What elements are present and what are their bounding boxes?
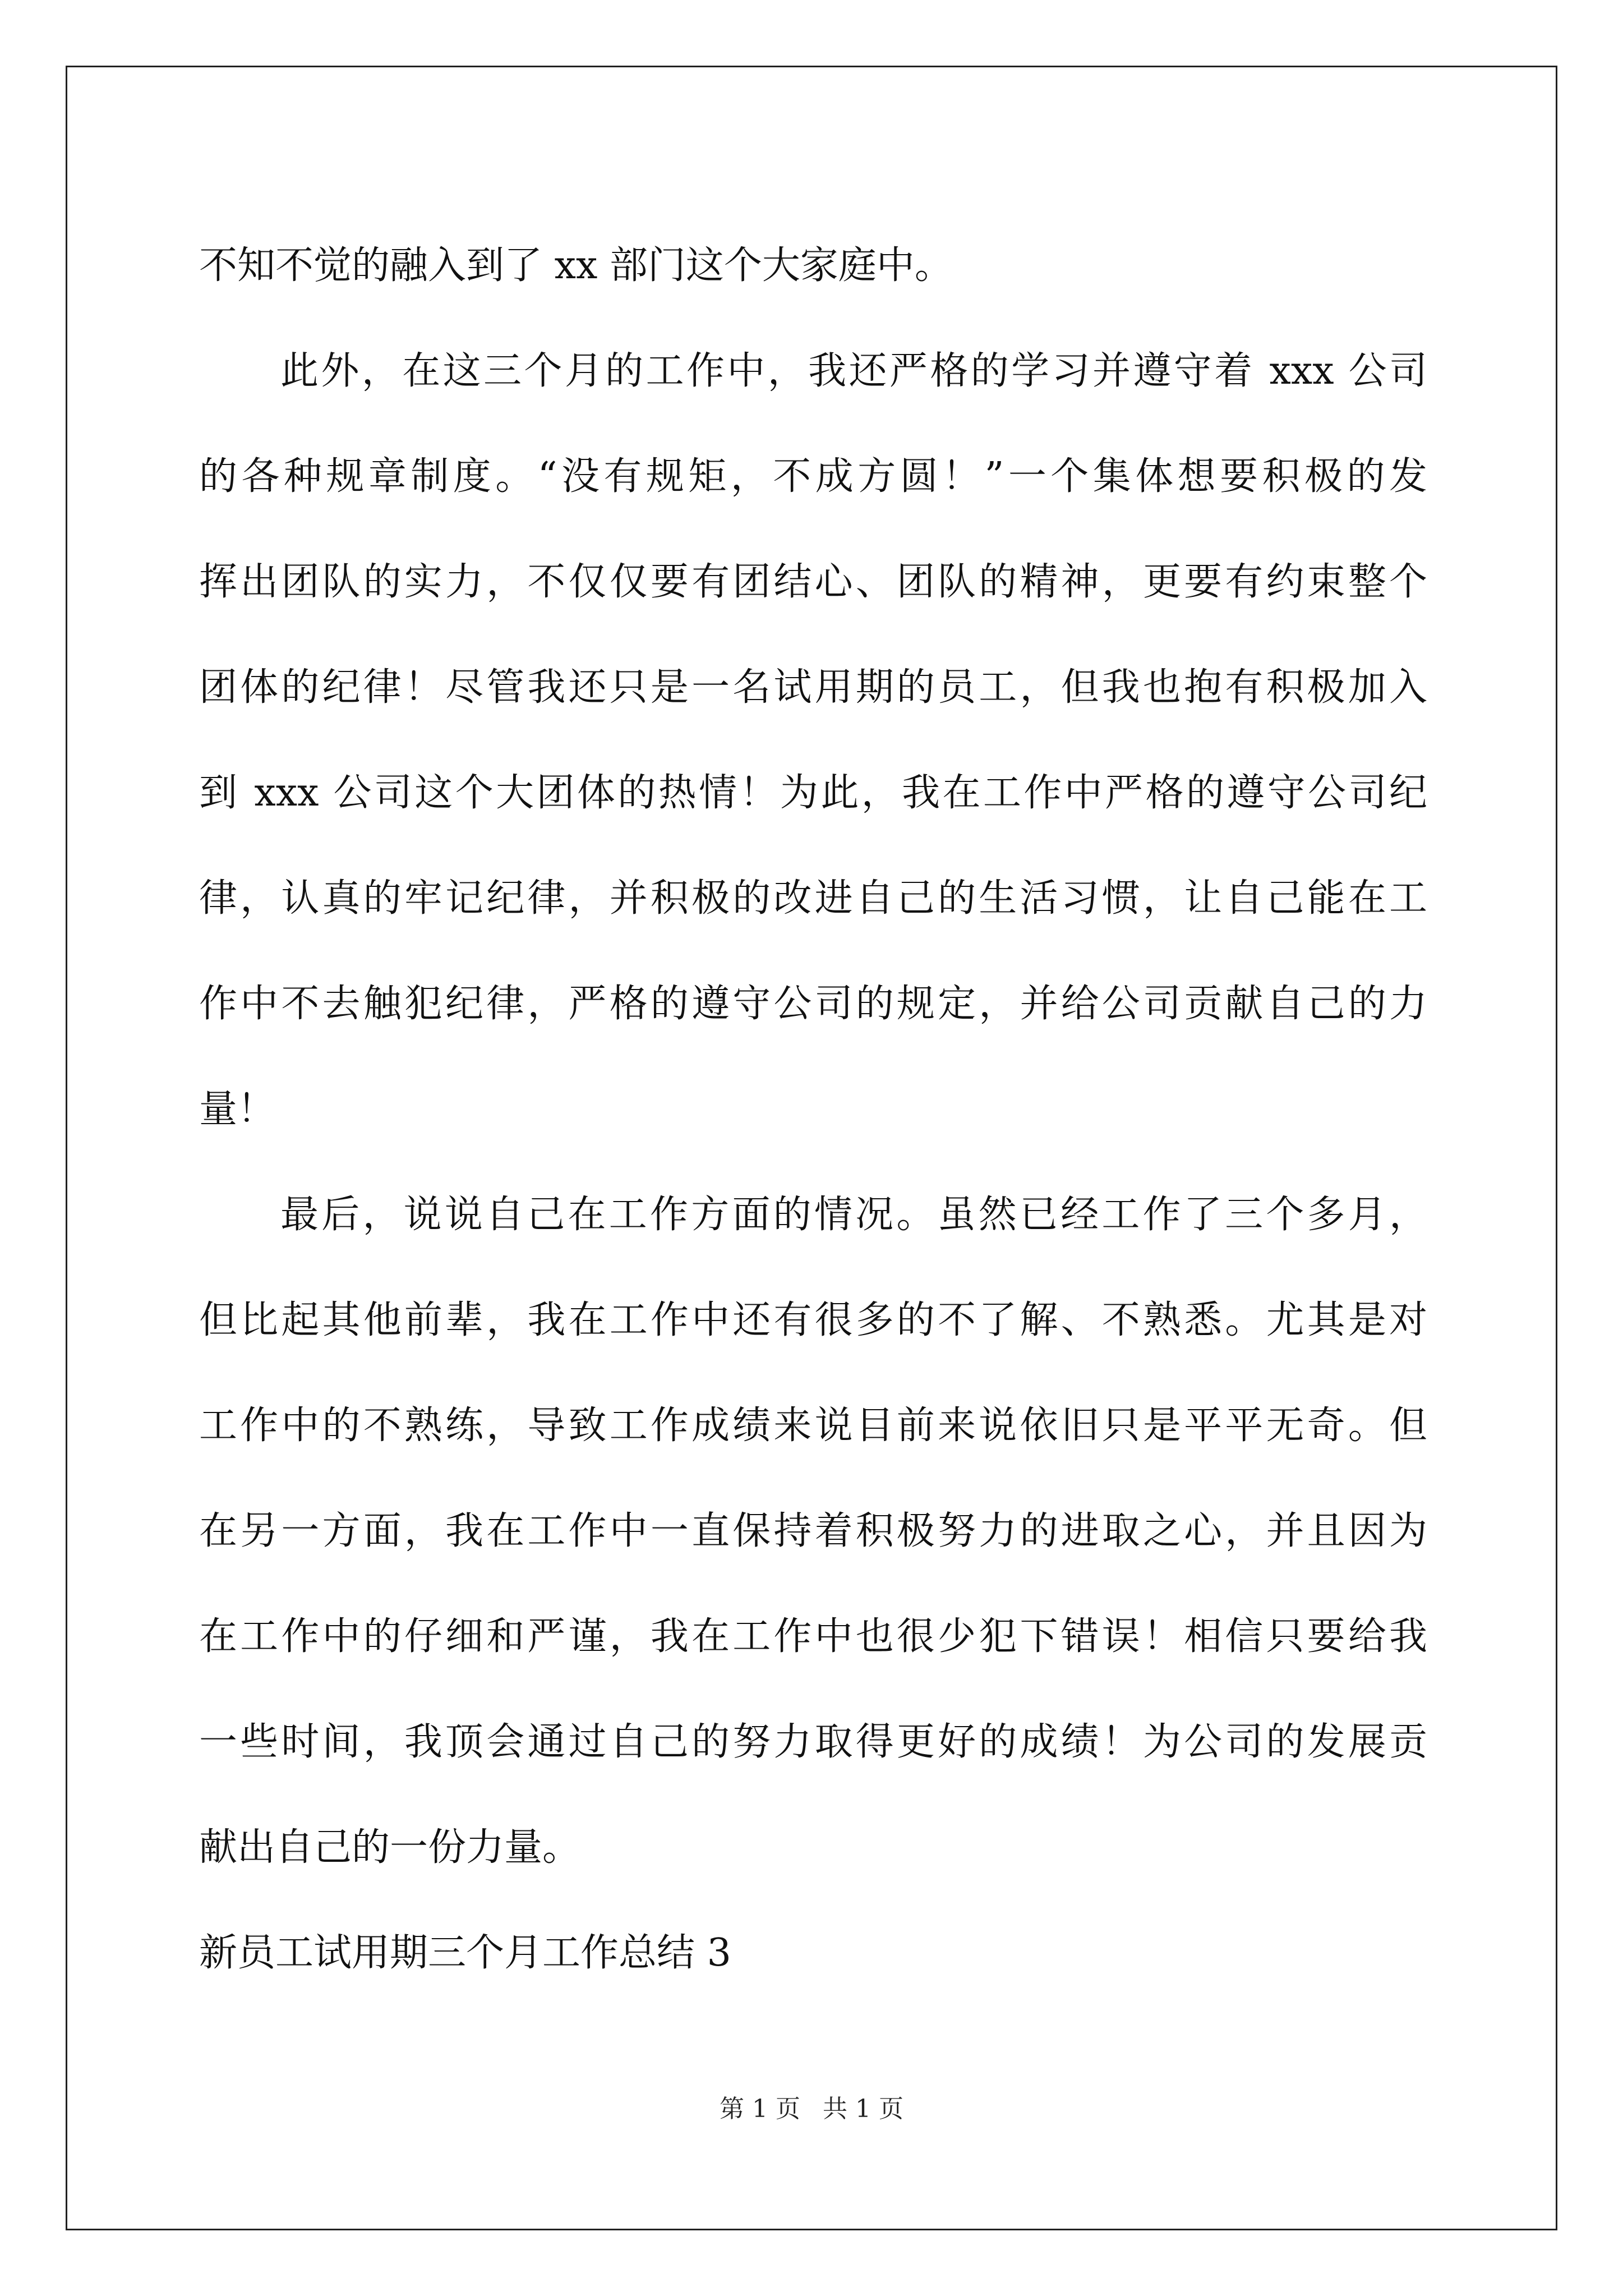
- paragraph-start-line: 此外，在这三个月的工作中，我还严格的学习并遵守着 xxx 公司: [280, 349, 1427, 393]
- text-line: 量！: [199, 1087, 276, 1131]
- text-line: 在工作中的仔细和严谨，我在工作中也很少犯下错误！相信只要给我: [199, 1614, 1427, 1659]
- text-line: 但比起其他前辈，我在工作中还有很多的不了解、不熟悉。尤其是对: [199, 1298, 1427, 1342]
- text-line: 在另一方面，我在工作中一直保持着积极努力的进取之心，并且因为: [199, 1509, 1427, 1553]
- text-line: 一些时间，我顶会通过自己的努力取得更好的成绩！为公司的发展贡: [199, 1720, 1427, 1764]
- page-footer: [0, 2092, 1623, 2126]
- text-line: 不知不觉的融入到了 xx 部门这个大家庭中。: [199, 243, 953, 288]
- text-line: 献出自己的一份力量。: [199, 1825, 581, 1870]
- page-number: 第 1 页: [720, 2095, 800, 2123]
- text-line: 工作中的不熟练，导致工作成绩来说目前来说依旧只是平平无奇。但: [199, 1404, 1427, 1448]
- document-body: [199, 213, 1427, 2006]
- text-line: 团体的纪律！尽管我还只是一名试用期的员工，但我也抱有积极加入: [199, 665, 1427, 710]
- paragraph-start-line: 最后，说说自己在工作方面的情况。虽然已经工作了三个多月，: [280, 1193, 1427, 1237]
- section-heading: 新员工试用期三个月工作总结 3: [199, 1931, 731, 1975]
- page-total: 共 1 页: [823, 2095, 903, 2123]
- text-line: 的各种规章制度。“没有规矩，不成方圆！”一个集体想要积极的发: [199, 454, 1427, 499]
- text-line: 律，认真的牢记纪律，并积极的改进自己的生活习惯，让自己能在工: [199, 876, 1427, 921]
- text-line: 作中不去触犯纪律，严格的遵守公司的规定，并给公司贡献自己的力: [199, 982, 1427, 1026]
- text-line: 到 xxx 公司这个大团体的热情！为此，我在工作中严格的遵守公司纪: [199, 771, 1427, 815]
- text-line: 挥出团队的实力，不仅仅要有团结心、团队的精神，更要有约束整个: [199, 560, 1427, 604]
